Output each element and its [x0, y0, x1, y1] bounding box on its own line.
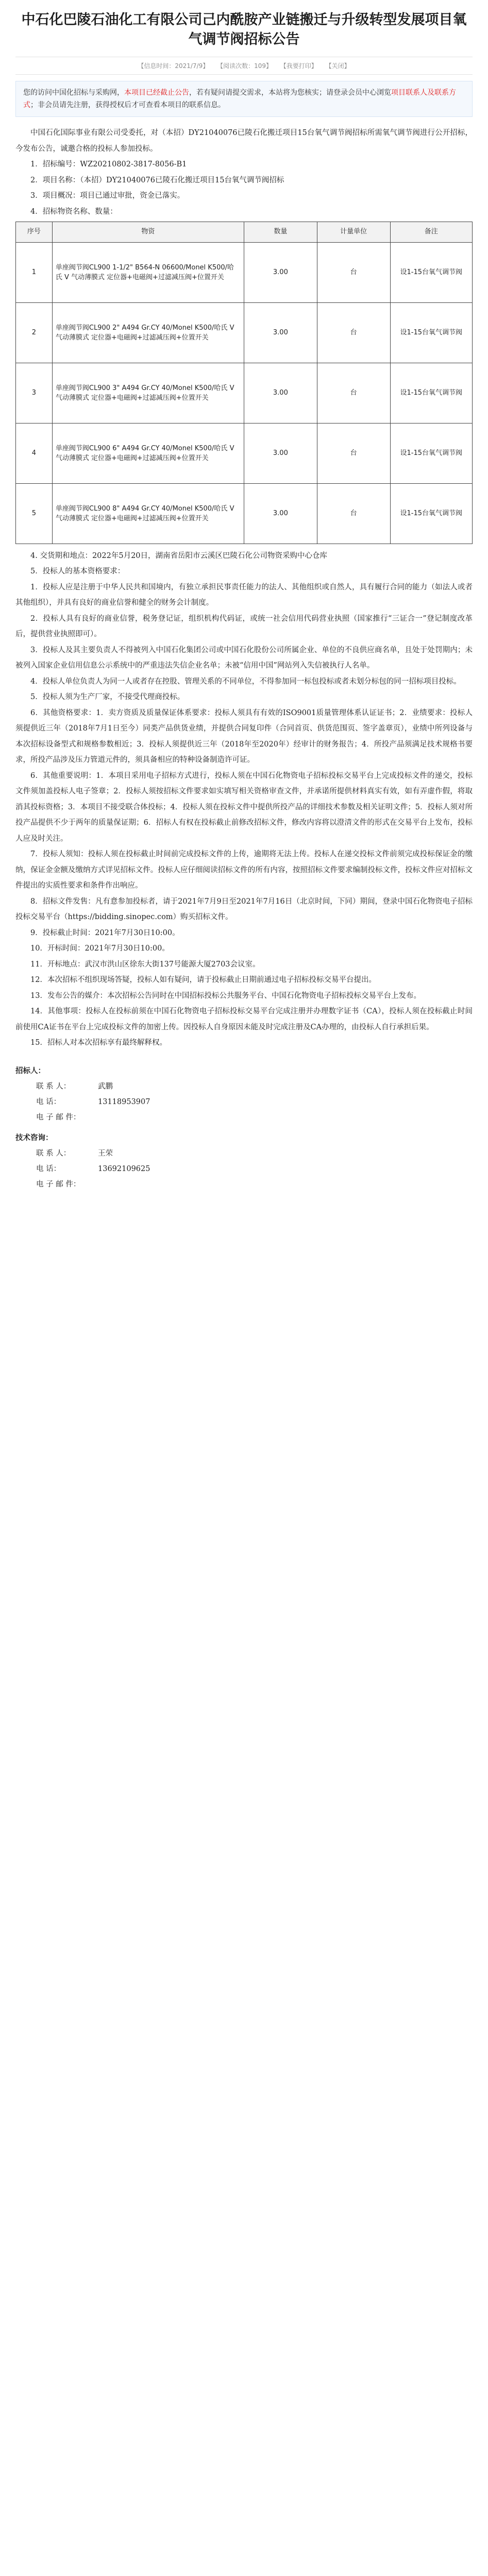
body-paragraph: 10．开标时间：2021年7月30日10:00。: [30, 944, 170, 953]
col-header-qty: 数量: [244, 222, 317, 243]
body-paragraph: 4．投标人单位负责人为同一人或者存在控股、管理关系的不同单位，不得参加同一标包投标或者未划分标包的同一招标项目投标。: [30, 677, 461, 686]
body-paragraph: 13．发布公告的媒介：本次招标公告同时在中国招标投标公共服务平台、中国石化物资电子招标投标交易平台上发布。: [30, 991, 421, 1000]
tenderer-heading: 招标人：: [15, 1066, 45, 1075]
contact-block: [15, 1063, 473, 1192]
body-paragraph: 1．投标人应是注册于中华人民共和国境内，有独立承担民事责任能力的法人、其他组织或自然人，具有履行合同的能力（如法人或者其他组织），并具有良好的商业信誉和健全的财务会计制度。: [15, 583, 473, 607]
body-paragraph: 15．招标人对本次招标享有最终解释权。: [30, 1039, 167, 1047]
tech-phone-value: 13692109625: [98, 1164, 150, 1173]
meta-bar: [15, 57, 473, 75]
col-header-unit: 计量单位: [317, 222, 390, 243]
body-paragraph: 7．投标人须知：投标人须在投标截止时间前完成投标文件的上传，逾期将无法上传。投标人在递交投标文件前须完成投标保证金的缴纳，保证金金额及缴纳方式详见招标文件。投标人应仔细阅读招标文件的所有内容，按照招标文件要求编制投标文件，投标文件应对招标文件提出的实质性要求和条件作出响应。: [15, 850, 473, 890]
notice-text-1: 您的访问中国化招标与采购网，: [23, 89, 124, 97]
table-header-row: [16, 222, 473, 243]
section-project-overview: 3．项目概况：项目已通过审批，资金已落实。: [30, 192, 185, 200]
notice-highlight-1: 本项目已经截止公告: [124, 89, 189, 97]
cell-qty: 3.00: [244, 483, 317, 544]
col-header-no: 序号: [16, 222, 53, 243]
cell-no: 2: [16, 302, 53, 363]
delivery-paragraph: 4. 交货期和地点：2022年5月20日，湖南省岳阳市云溪区巴陵石化公司物资采购中心仓库: [30, 551, 328, 560]
cell-note: 设1-15台氧气调节阀: [390, 423, 473, 483]
email-label: 电 子 邮 件：: [36, 1113, 81, 1122]
intro-paragraph: 中国石化国际事业有限公司受委托，对（本招）DY21040076已陵石化搬迁项目15台氧气调节阀招标所需氧气调节阀进行公开招标，今发布公告，诚邀合格的投标人参加投标。: [15, 129, 473, 153]
body-paragraph: 2．投标人具有良好的商业信誉，税务登记证，组织机构代码证，或统一社会信用代码营业执照（国家推行“三证合一”登记制度改革后，提供营业执照即可）。: [15, 614, 473, 638]
tech-phone-row: [15, 1161, 473, 1177]
cell-unit: 台: [317, 302, 390, 363]
view-count: 【阅读次数：109】: [217, 62, 272, 70]
body-paragraph: 6．其他重要说明：1．本项目采用电子招标方式进行，投标人须在中国石化物资电子招标投标交易平台上完成投标文件的递交，投标文件须加盖投标人电子签章；2．投标人须按招标文件要求如实填写相关资格审查文件，并承诺所提供材料真实有效，如有弄虚作假，将取消其投标资格；3．本项目不接受联合体投标；4．投标人须在投标文件中提供所投产品的详细技术参数及相关证明文件；5．投标人须对所投产品提供不少于两年的质量保证期；6．招标人有权在投标截止前修改招标文件，修改内容将以澄清文件的形式在交易平台上发布，投标人应及时关注。: [15, 771, 473, 843]
tech-email-row: [15, 1177, 473, 1192]
section-project-name: 2．项目名称：（本招）DY21040076已陵石化搬迁项目15台氧气调节阀招标: [30, 176, 284, 184]
cell-qty: 3.00: [244, 302, 317, 363]
table-row: [16, 363, 473, 423]
cell-qty: 3.00: [244, 363, 317, 423]
body-paragraph: 14．其他事项：投标人在投标前须在中国石化物资电子招标投标交易平台完成注册并办理数字证书（CA），投标人须在投标截止时间前使用CA证书在平台上完成投标文件的加密上传。因投标人自身原因未能及时完成注册及CA办理的，由投标人自行承担后果。: [15, 1007, 473, 1031]
tech-email-label: 电 子 邮 件：: [36, 1180, 81, 1189]
body-paragraph: 9．投标截止时间：2021年7月30日10:00。: [30, 928, 180, 937]
update-time: 【信息时间：2021/7/9】: [138, 62, 209, 70]
cell-material: 单座阀节阀CL900 8" A494 Gr.CY 40/Monel K500/哈氏 V 气动薄膜式 定位器+电磁阀+过滤减压阀+位置开关: [52, 483, 244, 544]
cell-note: 设1-15台氧气调节阀: [390, 483, 473, 544]
body-paragraph: 3．投标人及其主要负责人不得被列入中国石化集团公司或中国石化股份公司所属企业、单位的不良供应商名单，且处于处罚期内；未被列入国家企业信用信息公示系统中的严重违法失信企业名单；未被“信用中国”网站列入失信被执行人名单。: [15, 646, 473, 670]
contact-row: [15, 1079, 473, 1094]
cell-note: 设1-15台氧气调节阀: [390, 302, 473, 363]
email-row: [15, 1110, 473, 1125]
cell-qty: 3.00: [244, 423, 317, 483]
tech-contact-row: [15, 1146, 473, 1161]
cell-material: 单座阀节阀CL900 2" A494 Gr.CY 40/Monel K500/哈氏 V 气动薄膜式 定位器+电磁阀+过滤减压阀+位置开关: [52, 302, 244, 363]
body-paragraph: 11．开标地点：武汉市洪山区徐东大街137号能源大厦2703会议室。: [30, 960, 260, 969]
table-row: [16, 302, 473, 363]
notice-text-2: ，若有疑问请提交需求，本站将为您核实；请登录会员中心浏览: [189, 89, 391, 97]
section-materials: 4．招标物资名称、数量：: [30, 207, 117, 216]
print-link[interactable]: 【我要打印】: [280, 62, 317, 70]
table-row: [16, 483, 473, 544]
contact-value: 武鹏: [98, 1082, 113, 1091]
materials-table: [15, 222, 473, 544]
tech-phone-label: 电 话：: [36, 1164, 61, 1173]
cell-unit: 台: [317, 242, 390, 302]
tech-contact-value: 王荣: [98, 1149, 113, 1158]
tech-heading: 技术咨询：: [15, 1133, 53, 1142]
phone-row: [15, 1094, 473, 1110]
notice-highlight-2[interactable]: 项目联系人及联系方式: [23, 89, 456, 109]
col-header-note: 备注: [390, 222, 473, 243]
access-notice: [15, 81, 473, 117]
contact-label: 联 系 人：: [36, 1082, 71, 1091]
body-paragraph: 5．投标人须为生产厂家，不接受代理商投标。: [30, 693, 185, 701]
cell-unit: 台: [317, 423, 390, 483]
phone-label: 电 话：: [36, 1097, 61, 1106]
cell-material: 单座阀节阀CL900 1-1/2" B564-N 06600/Monel K500/哈氏 V 气动薄膜式 定位器+电磁阀+过滤减压阀+位置开关: [52, 242, 244, 302]
table-row: [16, 423, 473, 483]
cell-no: 3: [16, 363, 53, 423]
col-header-material: 物资: [52, 222, 244, 243]
announcement-body: [15, 125, 473, 1051]
cell-note: 设1-15台氧气调节阀: [390, 242, 473, 302]
phone-value: 13118953907: [98, 1097, 150, 1106]
page-title: 中石化巴陵石油化工有限公司己内酰胺产业链搬迁与升级转型发展项目氧气调节阀招标公告: [21, 12, 467, 47]
body-paragraph: 6．其他资格要求：1．卖方资质及质量保证体系要求：投标人须具有有效的ISO9001质量管理体系认证证书；2．业绩要求：投标人须提供近三年（2018年7月1日至今）同类产品供货业绩，并提供合同复印件（合同首页、供货范围页、签字盖章页），业绩中所列设备与本次招标设备型式和规格参数相近；3．投标人须提供近三年（2018年至2020年）经审计的财务报告；4．所投产品须满足技术规格书要求，所投产品涉及压力管道元件的，须具备相应的特种设备制造许可证。: [15, 708, 473, 764]
cell-no: 5: [16, 483, 53, 544]
cell-no: 1: [16, 242, 53, 302]
cell-unit: 台: [317, 483, 390, 544]
table-row: [16, 242, 473, 302]
cell-note: 设1-15台氧气调节阀: [390, 363, 473, 423]
section-bid-number: 1．招标编号：WZ20210802-3817-8056-B1: [30, 160, 187, 168]
cell-material: 单座阀节阀CL900 3" A494 Gr.CY 40/Monel K500/哈氏 V 气动薄膜式 定位器+电磁阀+过滤减压阀+位置开关: [52, 363, 244, 423]
cell-qty: 3.00: [244, 242, 317, 302]
cell-material: 单座阀节阀CL900 6" A494 Gr.CY 40/Monel K500/哈氏 V 气动薄膜式 定位器+电磁阀+过滤减压阀+位置开关: [52, 423, 244, 483]
cell-unit: 台: [317, 363, 390, 423]
body-paragraph: 8．招标文件发售：凡有意参加投标者，请于2021年7月9日至2021年7月16日（北京时间，下同）期间，登录中国石化物资电子招标投标交易平台（https://bidding.sinopec.com）购买招标文件。: [15, 897, 473, 921]
notice-text-3: ；非会员请先注册，获得授权后才可查看本项目的联系信息。: [30, 101, 225, 109]
qualification-heading: 5．投标人的基本资格要求：: [30, 567, 125, 575]
body-paragraph: 12．本次招标不组织现场答疑，投标人如有疑问，请于投标截止日期前通过电子招标投标交易平台提出。: [30, 976, 376, 984]
close-link[interactable]: 【关闭】: [325, 62, 350, 70]
tech-contact-label: 联 系 人：: [36, 1149, 71, 1158]
cell-no: 4: [16, 423, 53, 483]
